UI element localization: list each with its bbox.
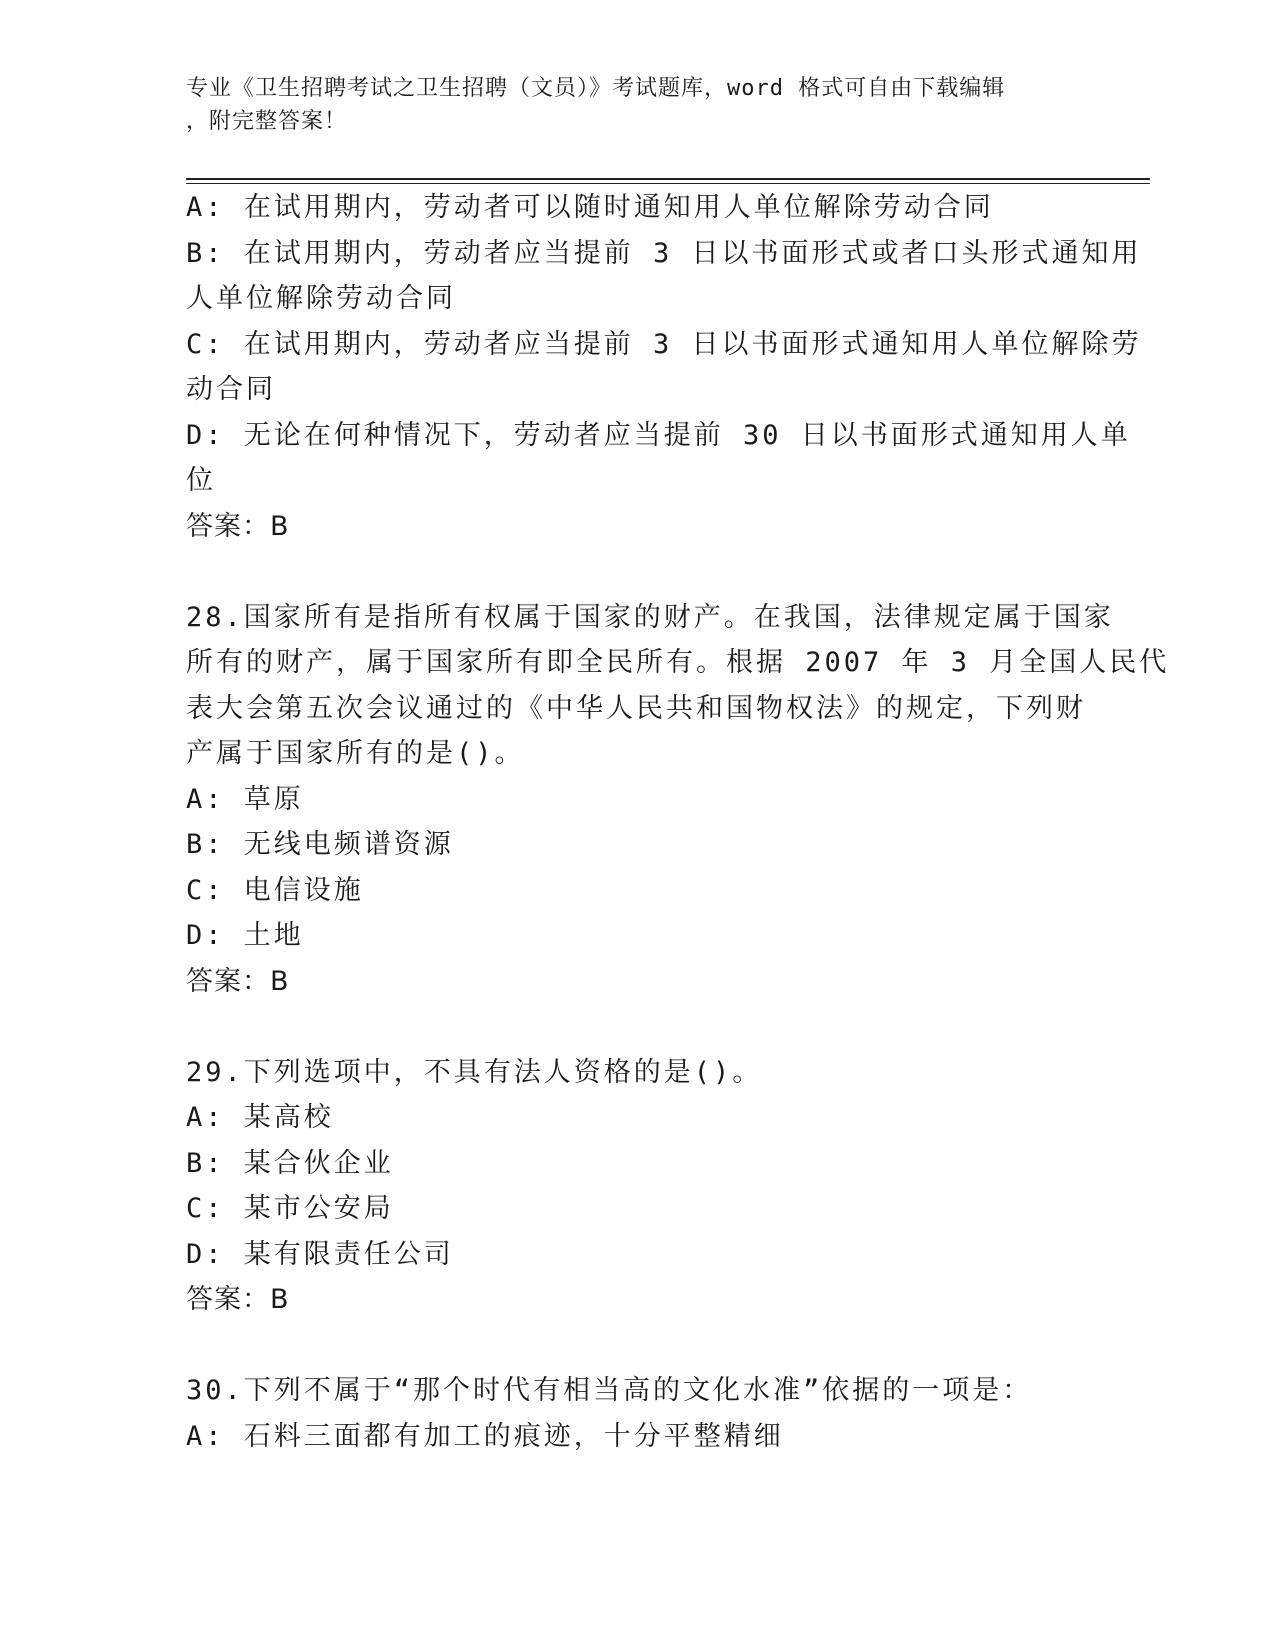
- option-c: C: 电信设施: [186, 874, 364, 906]
- question-block-28: [186, 595, 1170, 1005]
- header-rule-thick: [186, 178, 1150, 180]
- stem-line: 28.国家所有是指所有权属于国家的财产。在我国，法律规定属于国家: [186, 601, 1114, 633]
- question-content: [186, 185, 1170, 1459]
- option-d: D: 某有限责任公司: [186, 1238, 454, 1270]
- option-a: A: 某高校: [186, 1102, 334, 1133]
- option-d: [186, 413, 1131, 504]
- stem-line: 产属于国家所有的是()。: [186, 738, 525, 769]
- option-line: A: 在试用期内，劳动者可以随时通知用人单位解除劳动合同: [186, 192, 994, 223]
- answer-line: 答案：B: [186, 510, 290, 542]
- option-line: B: 在试用期内，劳动者应当提前 3 日以书面形式或者口头形式通知用: [186, 237, 1142, 269]
- option-line: C: 在试用期内，劳动者应当提前 3 日以书面形式通知用人单位解除劳: [186, 328, 1142, 360]
- stem-line: 30.下列不属于“那个时代有相当高的文化水准”依据的一项是：: [186, 1375, 1033, 1406]
- stem-line: 29.下列选项中，不具有法人资格的是()。: [186, 1056, 763, 1088]
- header-rule-thin: [186, 183, 1150, 184]
- question-block-29: [186, 1050, 1076, 1323]
- stem-line: 所有的财产，属于国家所有即全民所有。根据 2007 年 3 月全国人民代: [186, 647, 1170, 678]
- option-c: [186, 322, 1142, 413]
- document-header: [186, 72, 1076, 138]
- option-b: [186, 231, 1142, 322]
- option-d: D: 土地: [186, 920, 304, 951]
- answer-line: 答案：B: [186, 1284, 290, 1315]
- option-line: 人单位解除劳动合同: [186, 283, 456, 314]
- stem-line: 表大会第五次会议通过的《中华人民共和国物权法》的规定，下列财: [186, 692, 1086, 724]
- header-line-1: 专业《卫生招聘考试之卫生招聘（文员）》考试题库，word 格式可自由下载编辑: [186, 76, 1006, 101]
- option-b: B: 某合伙企业: [186, 1147, 394, 1179]
- spacer: [186, 549, 1076, 595]
- option-a: A: 草原: [186, 783, 304, 815]
- answer-line: 答案：B: [186, 965, 290, 997]
- option-line: 位: [186, 465, 216, 496]
- question-block-30: [186, 1368, 1076, 1459]
- option-line: 动合同: [186, 374, 276, 405]
- spacer: [186, 1004, 1076, 1050]
- header-line-2: ，附完整答案！: [186, 109, 348, 134]
- spacer: [186, 1323, 1076, 1369]
- option-line: D: 无论在何种情况下，劳动者应当提前 30 日以书面形式通知用人单: [186, 419, 1131, 451]
- option-a: [186, 185, 1076, 231]
- option-c: C: 某市公安局: [186, 1193, 394, 1224]
- question-stem: [186, 595, 1170, 777]
- option-b: B: 无线电频谱资源: [186, 829, 454, 860]
- option-a: A: 石料三面都有加工的痕迹，十分平整精细: [186, 1420, 784, 1452]
- question-block-27: [186, 185, 1142, 549]
